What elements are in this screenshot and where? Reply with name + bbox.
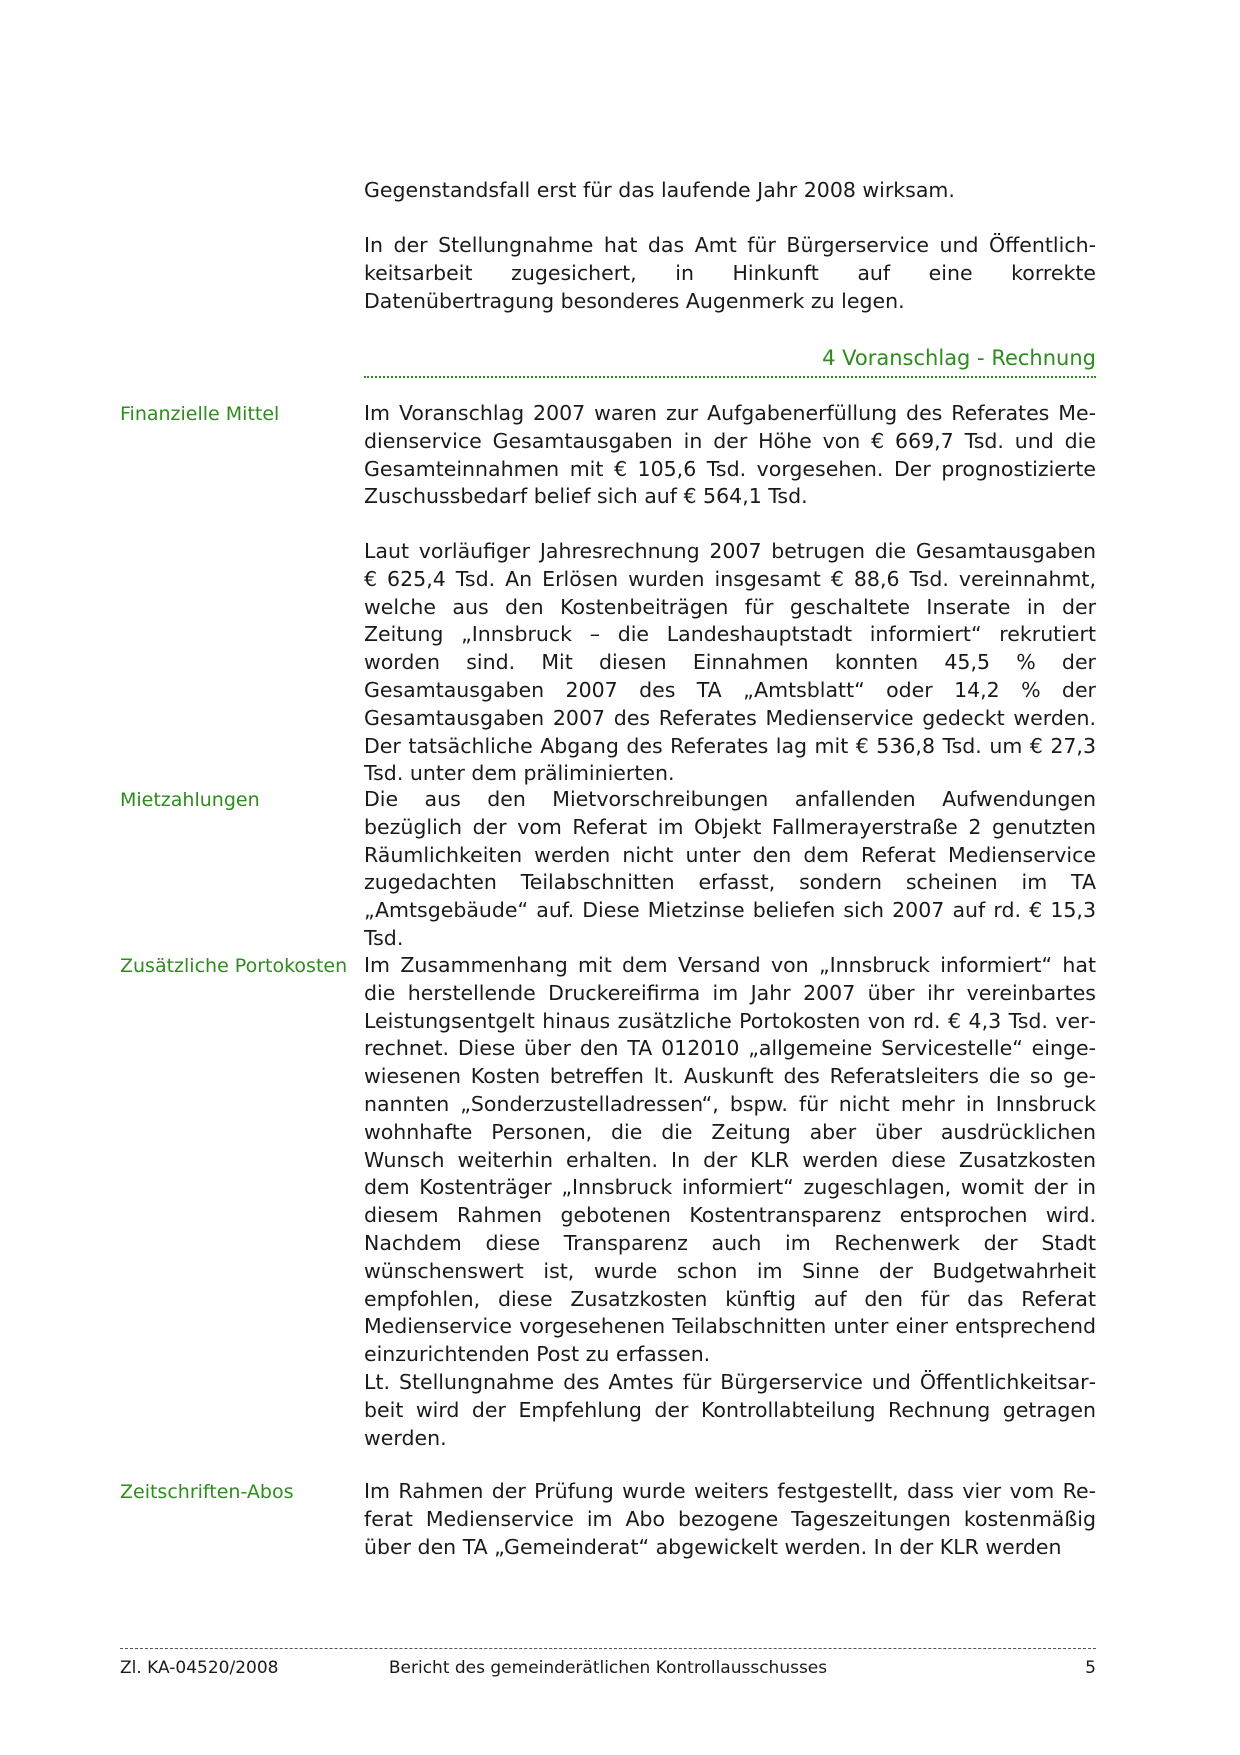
paragraph-zeitschriften-abos: Im Rahmen der Prüfung wurde weiters festgestellt, dass vier vom Referat Medienservice im Abo bezogene Tageszeitungen kostenmäßig über den TA „Gemeinderat“ abgewickelt werden. In der KLR werden (364, 1479, 1096, 1559)
paragraph-mietzahlungen: Die aus den Mietvorschreibungen anfallenden Aufwendungen bezüglich der vom Referat im Objekt Fallmerayerstraße 2 genutzten Räumlichkeiten werden nicht unter den dem Referat Medienservice zugedachten Teilabschnitten erfasst, sondern scheinen im TA „Amtsgebäude“ auf. Diese Mietzinse beliefen sich 2007 auf rd. € 15,3 Tsd. (364, 787, 1096, 950)
margin-label-finanzielle-mittel: Finanzielle Mittel (120, 403, 280, 425)
page-number: 5 (1085, 1658, 1096, 1678)
paragraph-portokosten: Im Zusammenhang mit dem Versand von „Innsbruck informiert“ hat die herstellende Druckereifirma im Jahr 2007 über ihr vereinbartes Leistungsentgelt hinaus zusätzliche Portokosten von rd. € 4,3 Tsd. verrechnet. Diese über den TA 012010 „allgemeine Servicestelle“ eingewiesenen Kosten betreffen lt. Auskunft des Referatsleiters die so genannten „Sonderzustelladressen“, bspw. für nicht mehr in Innsbruck wohnhafte Personen, die die Zeitung aber über ausdrücklichen Wunsch weiterhin erhalten. In der KLR werden diese Zusatzkosten dem Kostenträger „Innsbruck informiert“ zugeschlagen, womit der in diesem Rahmen gebotenen Kostentransparenz entsprochen wird. Nachdem diese Transparenz auch im Rechenwerk der Stadt wünschenswert ist, wurde schon im Sinne der Budgetwahrheit empfohlen, diese Zusatzkosten künftig auf den für das Referat Medienservice vorgesehenen Teilabschnitten unter einer entsprechend einzurichtenden Post zu erfassen. (364, 953, 1096, 1367)
paragraph-stellungnahme-empfehlung: Lt. Stellungnahme des Amtes für Bürgerservice und Öffentlichkeitsarbeit wird der Empfehlung der Kontrollabteilung Rechnung getragen werden. (364, 1370, 1096, 1450)
footer-divider (120, 1648, 1096, 1649)
footer-reference: Zl. KA-04520/2008 (120, 1658, 279, 1678)
footer-title: Bericht des gemeinderätlichen Kontrollausschusses (388, 1658, 828, 1678)
paragraph-continuation: Gegenstandsfall erst für das laufende Jahr 2008 wirksam. (364, 178, 955, 202)
margin-label-mietzahlungen: Mietzahlungen (120, 789, 260, 811)
paragraph-jahresrechnung: Laut vorläufiger Jahresrechnung 2007 betrugen die Gesamtausgaben € 625,4 Tsd. An Erlösen wurden insgesamt € 88,6 Tsd. vereinnahmt, welche aus den Kostenbeiträgen für geschaltete Inserate in der Zeitung „Innsbruck – die Landeshauptstadt informiert“ rekrutiert worden sind. Mit diesen Einnahmen konnten 45,5 % der Gesamtausgaben 2007 des TA „Amtsblatt“ oder 14,2 % der Gesamtausgaben 2007 des Referates Medienservice gedeckt werden. Der tatsächliche Abgang des Referates lag mit € 536,8 Tsd. um € 27,3 Tsd. unter dem präliminierten. (364, 539, 1096, 786)
section-heading: 4 Voranschlag - Rechnung (822, 346, 1096, 370)
margin-label-portokosten: Zusätzliche Portokosten (120, 955, 348, 977)
paragraph-stellungnahme-datenuebertragung: In der Stellungnahme hat das Amt für Bürgerservice und Öffentlichkeitsarbeit zugesichert, in Hinkunft auf eine korrekte Datenübertragung besonderes Augenmerk zu legen. (364, 233, 1096, 313)
section-heading-divider (364, 376, 1096, 378)
margin-label-zeitschriften-abos: Zeitschriften-Abos (120, 1481, 294, 1503)
paragraph-voranschlag: Im Voranschlag 2007 waren zur Aufgabenerfüllung des Referates Medienservice Gesamtausgaben in der Höhe von € 669,7 Tsd. und die Gesamteinnahmen mit € 105,6 Tsd. vorgesehen. Der prognostizierte Zuschussbedarf belief sich auf € 564,1 Tsd. (364, 401, 1096, 509)
